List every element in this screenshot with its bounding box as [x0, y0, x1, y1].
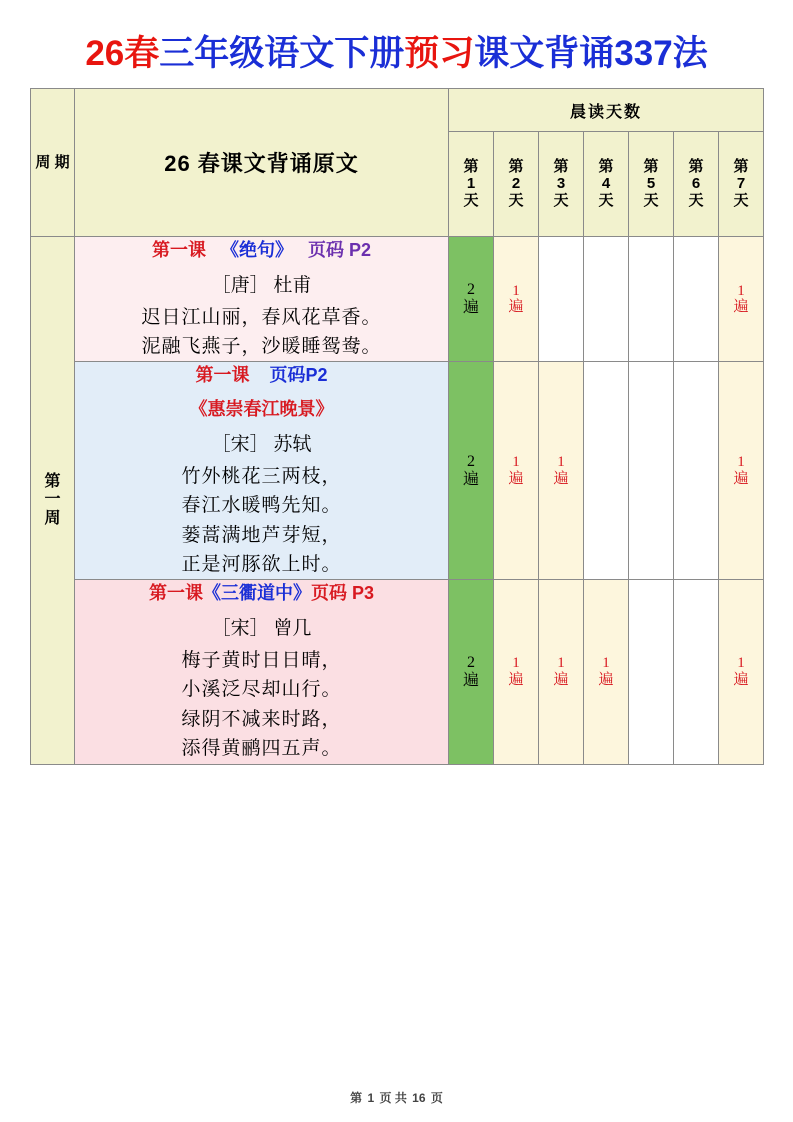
week-label-char-2: 一 [44, 491, 61, 509]
header-cycle [31, 89, 75, 237]
header-day-5 [629, 132, 674, 237]
poem-3-name: 《三衢道中》 [202, 583, 311, 604]
poem-3-day-7-count: 1 [737, 655, 745, 672]
poem-1-day-7-unit: 遍 [733, 299, 749, 316]
poem-2-day-2[interactable] [494, 362, 539, 580]
title-part-4: 课文背诵337法 [474, 34, 708, 73]
poem-2-day-2-unit: 遍 [508, 470, 524, 487]
poem-3-day-3[interactable] [539, 580, 584, 764]
poem-1-day-3[interactable] [539, 237, 584, 362]
footer-prefix: 第 [350, 1091, 363, 1105]
poem-3-day-2[interactable] [494, 580, 539, 764]
poem-2-name: 《惠崇春江晚景》 [189, 399, 334, 420]
poem-2-day-7[interactable] [719, 362, 764, 580]
poem-3-line-1: 梅子黄时日日晴， [181, 649, 342, 671]
header-day-2-line1: 第 [508, 158, 524, 176]
header-day-3-line1: 第 [553, 158, 569, 176]
header-day-7-line3: 天 [733, 191, 749, 209]
poem-3-day-1-count: 2 [467, 654, 475, 672]
poem-3-day-1-unit: 遍 [462, 671, 479, 689]
poem-3-page: 页码 P3 [310, 583, 375, 604]
header-day-7 [719, 132, 764, 237]
header-day-2-line3: 天 [508, 191, 524, 209]
header-day-4-line2: 4 [601, 174, 611, 192]
header-days-group: 晨读天数 [449, 89, 764, 132]
poem-2-day-1-unit: 遍 [462, 470, 479, 488]
footer-suffix: 页 [430, 1091, 443, 1105]
header-day-6 [674, 132, 719, 237]
poem-2-line-2: 春江水暖鸭先知。 [181, 495, 342, 517]
poem-2-day-4[interactable] [584, 362, 629, 580]
poem-1-name: 《绝句》 [220, 240, 293, 261]
poem-2-day-6[interactable] [674, 362, 719, 580]
poem-1-author: ［唐］ 杜甫 [211, 275, 312, 297]
poem-2-day-3-count: 1 [557, 454, 565, 471]
poem-1-day-2-count: 1 [512, 282, 520, 299]
poem-3-lesson: 第一课 [148, 583, 203, 604]
poem-3-author: ［宋］ 曾几 [211, 618, 312, 640]
poem-2-day-3[interactable] [539, 362, 584, 580]
header-day-1-line2: 1 [466, 174, 476, 192]
poem-1-day-1-unit: 遍 [462, 299, 479, 317]
header-day-4-line3: 天 [598, 191, 614, 209]
poem-cell-3 [75, 580, 449, 764]
poem-2-heading-line-1 [75, 362, 448, 390]
header-day-2-line2: 2 [511, 174, 521, 192]
poem-2-day-7-unit: 遍 [733, 470, 749, 487]
footer-total-pages: 16 [412, 1091, 426, 1105]
poem-1-day-1[interactable] [449, 237, 494, 362]
poem-3-day-2-unit: 遍 [508, 671, 524, 688]
poem-1-heading [75, 237, 448, 265]
poem-3-day-7[interactable] [719, 580, 764, 764]
header-day-5-line2: 5 [646, 174, 656, 192]
poem-3-heading [75, 580, 448, 608]
poem-2-day-2-count: 1 [512, 454, 520, 471]
table-row [31, 580, 764, 764]
week-label [31, 237, 75, 764]
title-part-2: 三年级语文下册 [159, 34, 405, 73]
poem-2-page: 页码P2 [269, 365, 328, 386]
poem-3-line-4: 添得黄鹂四五声。 [181, 738, 342, 760]
poem-2-line-1: 竹外桃花三两枝， [181, 465, 342, 487]
poem-2-day-7-count: 1 [737, 454, 745, 471]
recitation-table [30, 88, 764, 764]
poem-2-day-1[interactable] [449, 362, 494, 580]
poem-1-lesson: 第一课 [151, 240, 206, 261]
header-day-6-line1: 第 [688, 158, 704, 176]
week-label-char-1: 第 [44, 472, 61, 490]
title-part-3: 预习 [404, 34, 475, 73]
poem-2-lesson: 第一课 [195, 365, 250, 386]
week-label-char-3: 周 [44, 509, 61, 527]
poem-2-author: ［宋］ 苏轼 [211, 434, 312, 456]
poem-3-day-4-count: 1 [602, 655, 610, 672]
page-footer [0, 1089, 793, 1106]
poem-3-line-3: 绿阴不减来时路， [181, 708, 342, 730]
poem-1-day-5[interactable] [629, 237, 674, 362]
header-day-3-line3: 天 [553, 191, 569, 209]
header-day-1-line3: 天 [463, 191, 479, 209]
poem-3-day-7-unit: 遍 [733, 671, 749, 688]
poem-1-line-1: 迟日江山丽，春风花草香。 [141, 306, 382, 328]
table-row [31, 362, 764, 580]
header-day-2 [494, 132, 539, 237]
poem-2-line-3: 蒌蒿满地芦芽短， [181, 524, 342, 546]
header-day-4-line1: 第 [598, 158, 614, 176]
poem-1-day-2-unit: 遍 [508, 299, 524, 316]
poem-1-day-1-count: 2 [467, 281, 475, 299]
poem-1-day-7-count: 1 [737, 282, 745, 299]
header-cycle-char-2: 期 [54, 154, 70, 172]
header-day-1 [449, 132, 494, 237]
footer-mid: 页 共 [379, 1091, 407, 1105]
poem-3-day-2-count: 1 [512, 655, 520, 672]
poem-2-day-5[interactable] [629, 362, 674, 580]
poem-3-day-4[interactable] [584, 580, 629, 764]
poem-1-line-2: 泥融飞燕子，沙暖睡鸳鸯。 [141, 336, 382, 358]
poem-2-heading-line-2 [75, 396, 448, 424]
poem-2-day-1-count: 2 [467, 453, 475, 471]
poem-3-day-6[interactable] [674, 580, 719, 764]
poem-3-line-2: 小溪泛尽却山行。 [181, 679, 342, 701]
poem-1-day-7[interactable] [719, 237, 764, 362]
poem-3-day-4-unit: 遍 [598, 671, 614, 688]
table-header-row-1 [31, 89, 764, 132]
poem-3-day-5[interactable] [629, 580, 674, 764]
header-day-6-line3: 天 [688, 191, 704, 209]
header-text-column: 26 春课文背诵原文 [75, 89, 449, 237]
poem-3-day-3-count: 1 [557, 655, 565, 672]
header-day-1-line1: 第 [463, 158, 479, 176]
header-day-6-line2: 6 [691, 174, 701, 192]
poem-3-day-3-unit: 遍 [553, 671, 569, 688]
header-cycle-char-1: 周 [35, 154, 51, 172]
poem-1-day-4[interactable] [584, 237, 629, 362]
header-day-4 [584, 132, 629, 237]
poem-1-day-6[interactable] [674, 237, 719, 362]
header-day-5-line1: 第 [643, 158, 659, 176]
poem-3-day-1[interactable] [449, 580, 494, 764]
poem-2-line-4: 正是河豚欲上时。 [181, 553, 342, 575]
header-day-5-line3: 天 [643, 191, 659, 209]
poem-1-day-2[interactable] [494, 237, 539, 362]
poem-2-day-3-unit: 遍 [553, 470, 569, 487]
poem-1-page: 页码 P2 [308, 240, 372, 261]
table-row [31, 237, 764, 362]
header-day-7-line2: 7 [736, 174, 746, 192]
poem-cell-1 [75, 237, 449, 362]
footer-page-number: 1 [367, 1091, 375, 1105]
title-part-1: 26春 [85, 34, 160, 73]
header-day-3 [539, 132, 584, 237]
header-day-7-line1: 第 [733, 158, 749, 176]
poem-cell-2 [75, 362, 449, 580]
page-title [30, 34, 763, 74]
header-day-3-line2: 3 [556, 174, 566, 192]
